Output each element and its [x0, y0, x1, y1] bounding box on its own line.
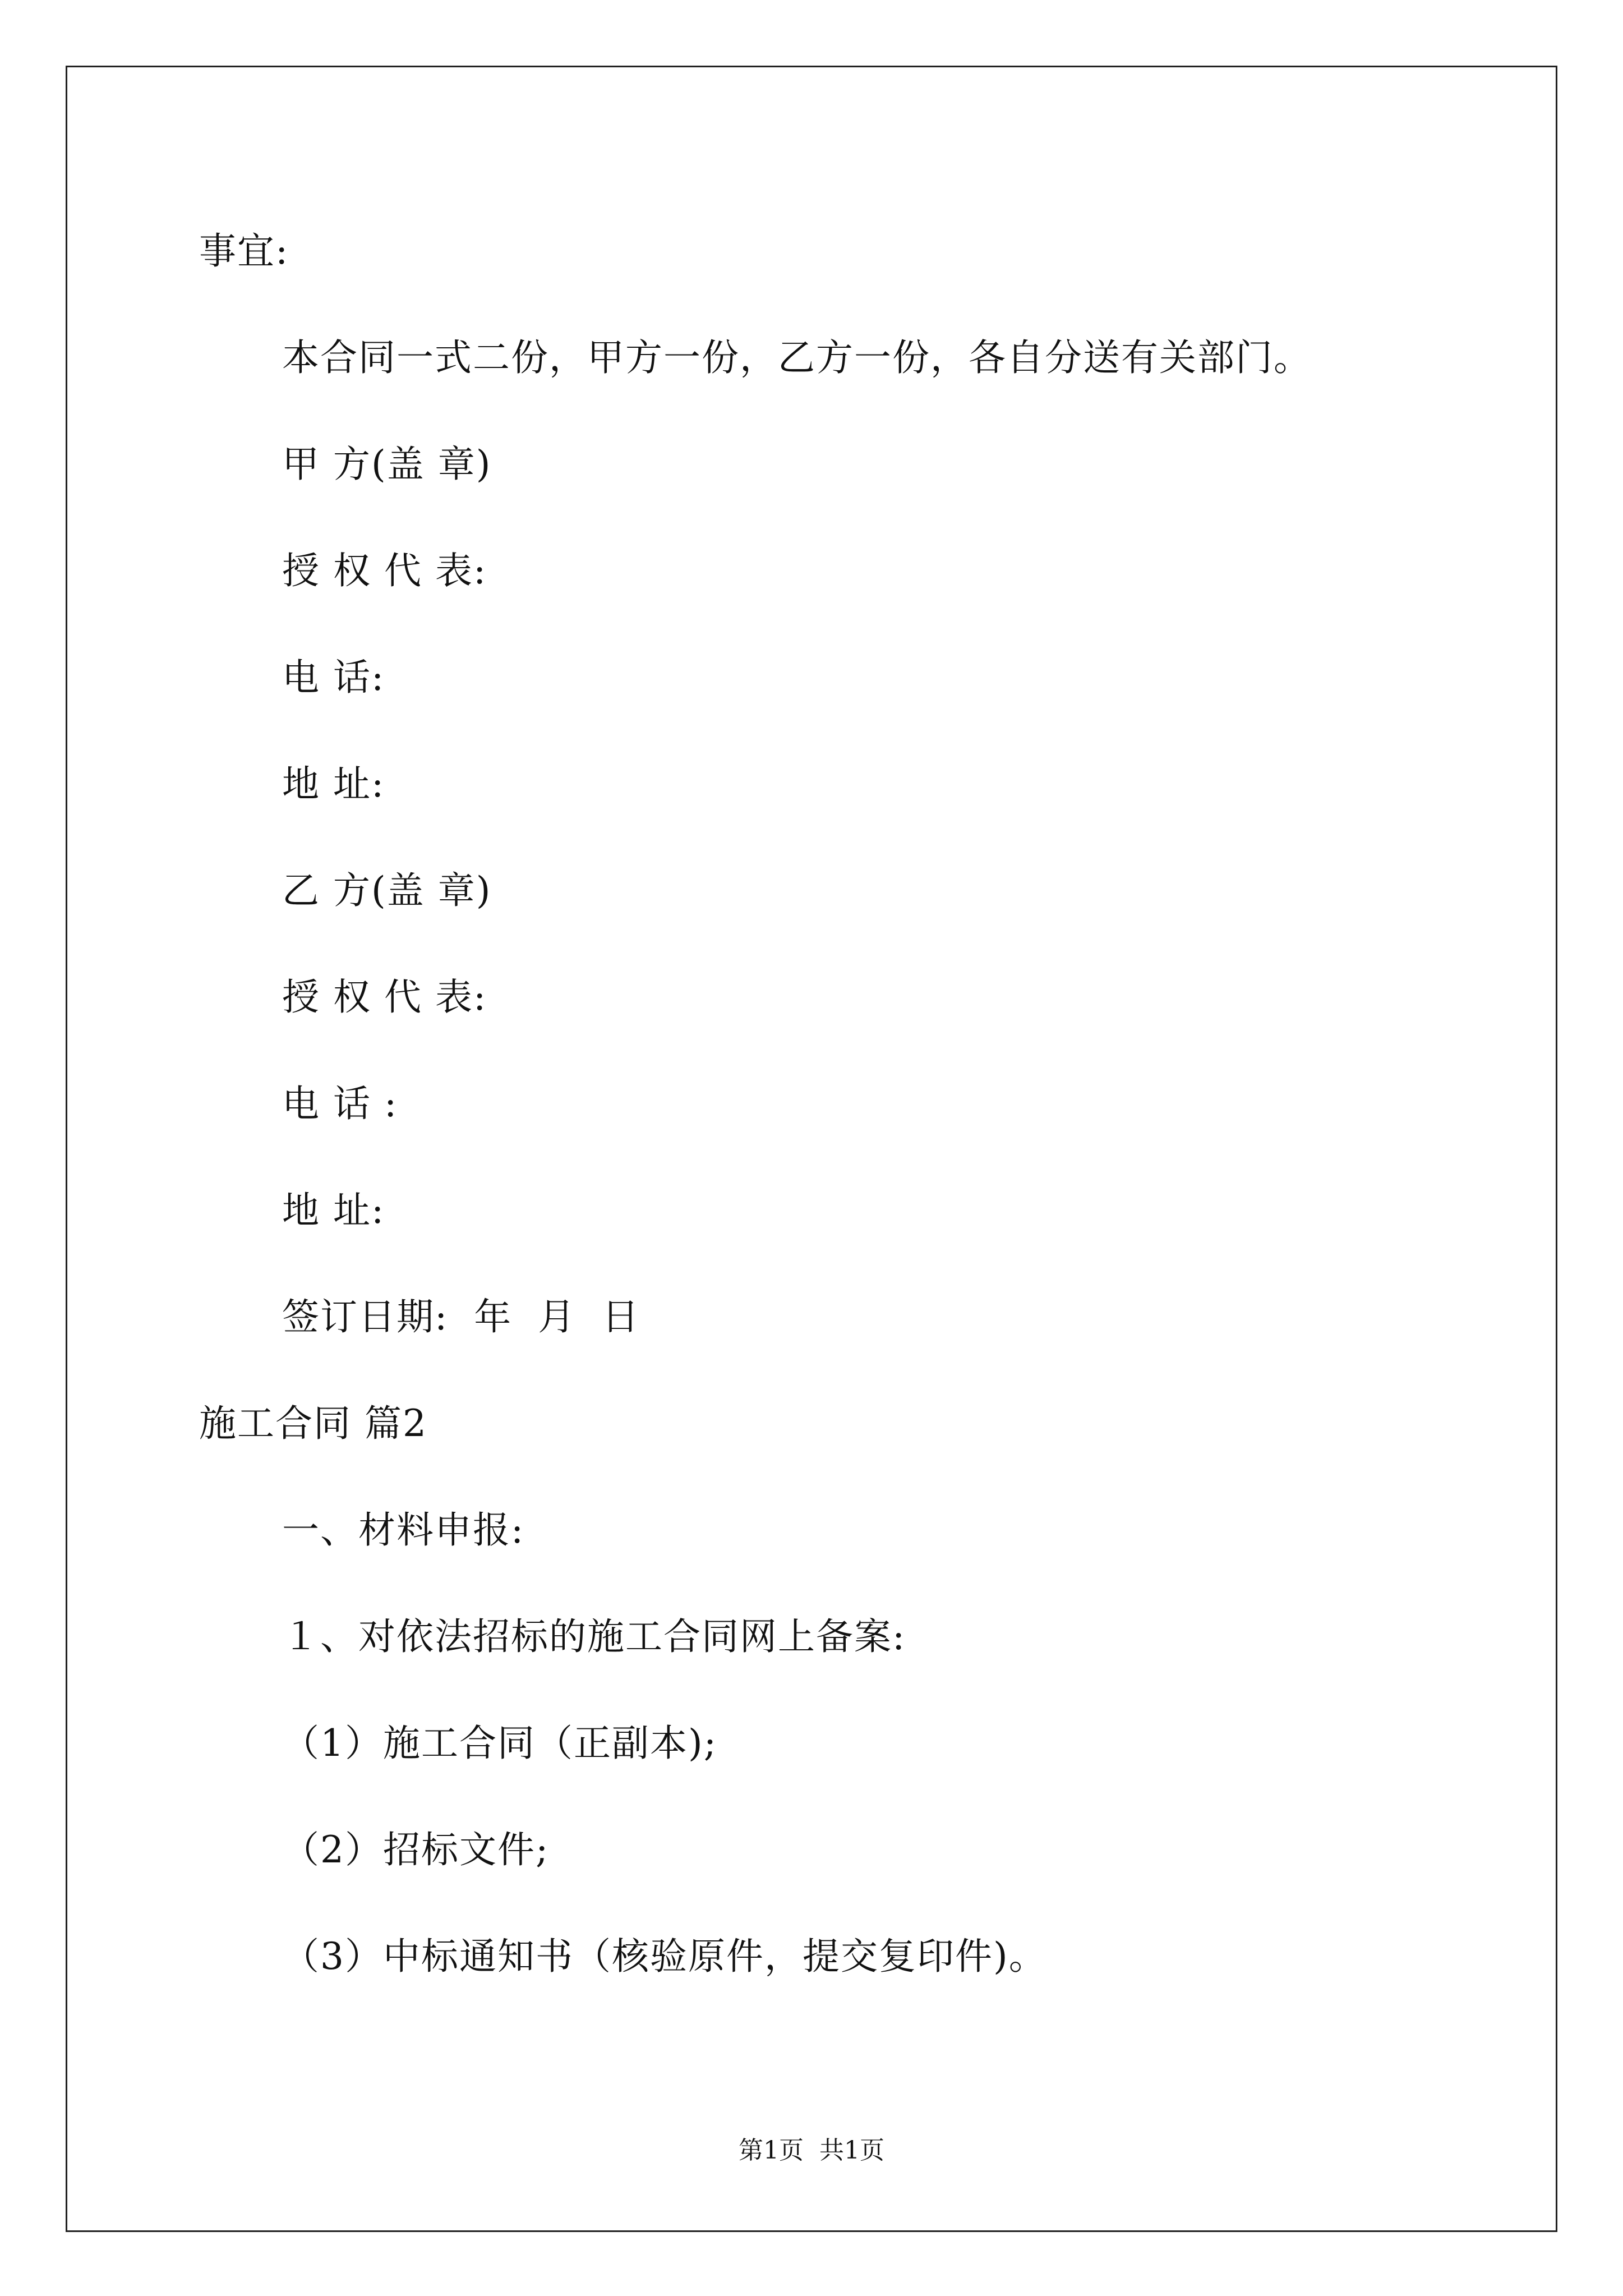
text-line-subitem-3: （3）中标通知书（核验原件，提交复印件)。	[282, 1935, 1047, 1978]
text-line-subitem-1: （1）施工合同（正副本);	[282, 1722, 717, 1765]
text-line-item-1: １、对依法招标的施工合同网上备案:	[282, 1615, 906, 1658]
text-line-party-b-seal: 乙 方(盖 章)	[282, 869, 492, 912]
text-line-subitem-2: （2）招标文件;	[282, 1828, 550, 1871]
text-line-material-declaration: 一、材料申报:	[282, 1508, 525, 1552]
page-footer: 第1页 共1页	[739, 2136, 884, 2165]
text-line-copies: 本合同一式二份，甲方一份，乙方一份，各自分送有关部门。	[282, 336, 1312, 379]
text-line-party-a-address: 地 址:	[282, 762, 385, 806]
text-line-signing-date: 签订日期: 年 月 日	[282, 1295, 640, 1338]
text-line-party-a-seal: 甲 方(盖 章)	[282, 443, 492, 486]
section-heading: 施工合同 篇2	[199, 1402, 427, 1445]
text-line-party-a-phone: 电 话:	[282, 656, 385, 699]
text-line-party-a-representative: 授 权 代 表:	[282, 549, 487, 592]
page-frame	[66, 66, 1557, 2232]
text-line-party-b-representative: 授 权 代 表:	[282, 976, 487, 1019]
text-line-matters: 事宜:	[199, 229, 289, 273]
text-line-party-b-address: 地 址:	[282, 1189, 385, 1232]
text-line-party-b-phone: 电 话 :	[282, 1082, 398, 1125]
